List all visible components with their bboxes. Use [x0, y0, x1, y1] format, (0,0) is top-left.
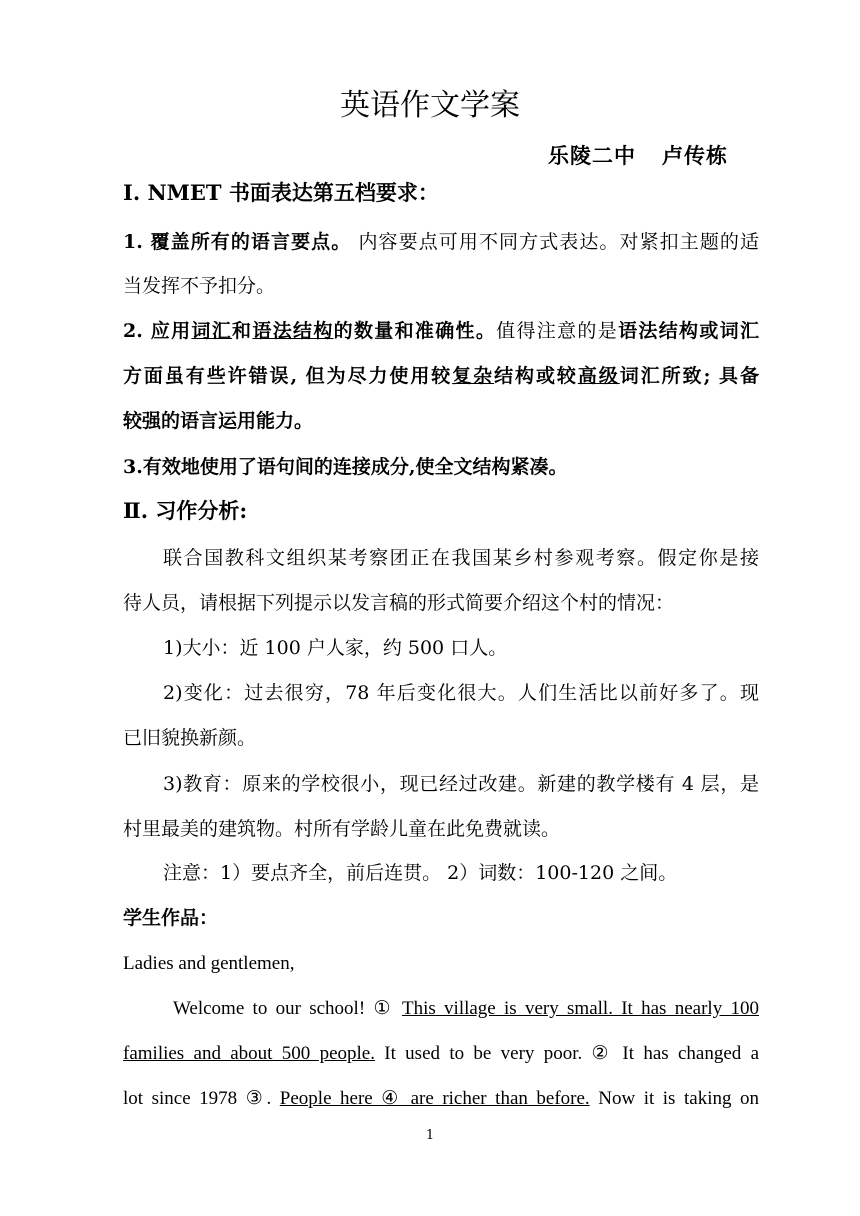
prompt-point2-line1: 2)变化：过去很穷，78 年后变化很大。人们生活比以前好多了。现: [163, 682, 759, 704]
essay-underline: families and about 500 people.: [123, 1043, 375, 1064]
essay-text: Welcome to our school! ①: [173, 998, 402, 1019]
essay-greeting: Ladies and gentlemen,: [123, 953, 295, 974]
req1-text: 内容要点可用不同方式表达。对紧扣主题的适: [351, 231, 759, 253]
prompt-point2-line2: 已旧貌换新颜。: [123, 727, 257, 749]
req1-bold: 1. 覆盖所有的语言要点。: [123, 231, 352, 253]
req2-text: 结构或较: [494, 365, 578, 387]
prompt-point3-line2: 村里最美的建筑物。村所有学龄儿童在此免费就读。: [123, 818, 561, 840]
essay-text: Now it is taking on: [589, 1088, 760, 1109]
essay-line2: [123, 1042, 759, 1066]
prompt-intro-line1: 联合国教科文组织某考察团正在我国某乡村参观考察。假定你是接: [163, 547, 759, 569]
section2-heading: Ⅱ. 习作分析:: [123, 498, 248, 523]
page-title: 英语作文学案: [340, 88, 520, 123]
req2-line1: [123, 319, 759, 343]
req2-text: 方面虽有些许错误, 但为尽力使用较: [123, 365, 453, 387]
req2-text: 值得注意的是: [496, 320, 619, 342]
essay-line3: [123, 1087, 759, 1111]
prompt-note: 注意：1）要点齐全，前后连贯。 2）词数：100-120 之间。: [163, 862, 678, 884]
req2-line2: [123, 364, 759, 388]
essay-underline: This village is very small. It has nearly 100: [401, 998, 759, 1019]
req2-text: 和: [232, 320, 253, 342]
req2-underline-complex: 复杂: [452, 365, 495, 387]
req2-underline-grammar: 语法结构: [252, 320, 334, 342]
req1-line2: 当发挥不予扣分。: [123, 275, 276, 297]
student-work-label: 学生作品：: [123, 907, 219, 929]
essay-text: lot since 1978 ③.: [123, 1088, 280, 1109]
req2-underline-advanced: 高级: [577, 365, 620, 387]
essay-text: It used to be very poor. ② It has changed a: [374, 1043, 759, 1064]
req2-text: 的数量和准确性。: [333, 320, 497, 342]
author-name: 卢传栋: [662, 144, 728, 168]
req2-text: 语法结构或词汇: [618, 320, 759, 342]
author-byline: [548, 140, 754, 170]
req3: 3.有效地使用了语句间的连接成分,使全文结构紧凑。: [123, 456, 568, 478]
essay-underline: People here ④ are richer than before.: [279, 1088, 590, 1109]
req2-underline-vocab: 词汇: [191, 320, 233, 342]
prompt-intro-line2: 待人员，请根据下列提示以发言稿的形式简要介绍这个村的情况：: [123, 592, 675, 614]
section1-heading: Ⅰ. NMET 书面表达第五档要求：: [123, 180, 439, 205]
prompt-point3-line1: 3)教育：原来的学校很小，现已经过改建。新建的教学楼有 4 层，是: [163, 773, 759, 795]
req2-text: 2. 应用: [123, 320, 192, 342]
essay-line1: [173, 997, 759, 1021]
req1-line1: [123, 230, 759, 254]
req2-line3: 较强的语言运用能力。: [123, 410, 314, 432]
page-number: 1: [425, 1128, 435, 1143]
prompt-point1: 1)大小：近 100 户人家，约 500 口人。: [163, 637, 508, 659]
req2-text: 词汇所致; 具备: [619, 365, 759, 387]
author-school: 乐陵二中: [548, 144, 636, 168]
